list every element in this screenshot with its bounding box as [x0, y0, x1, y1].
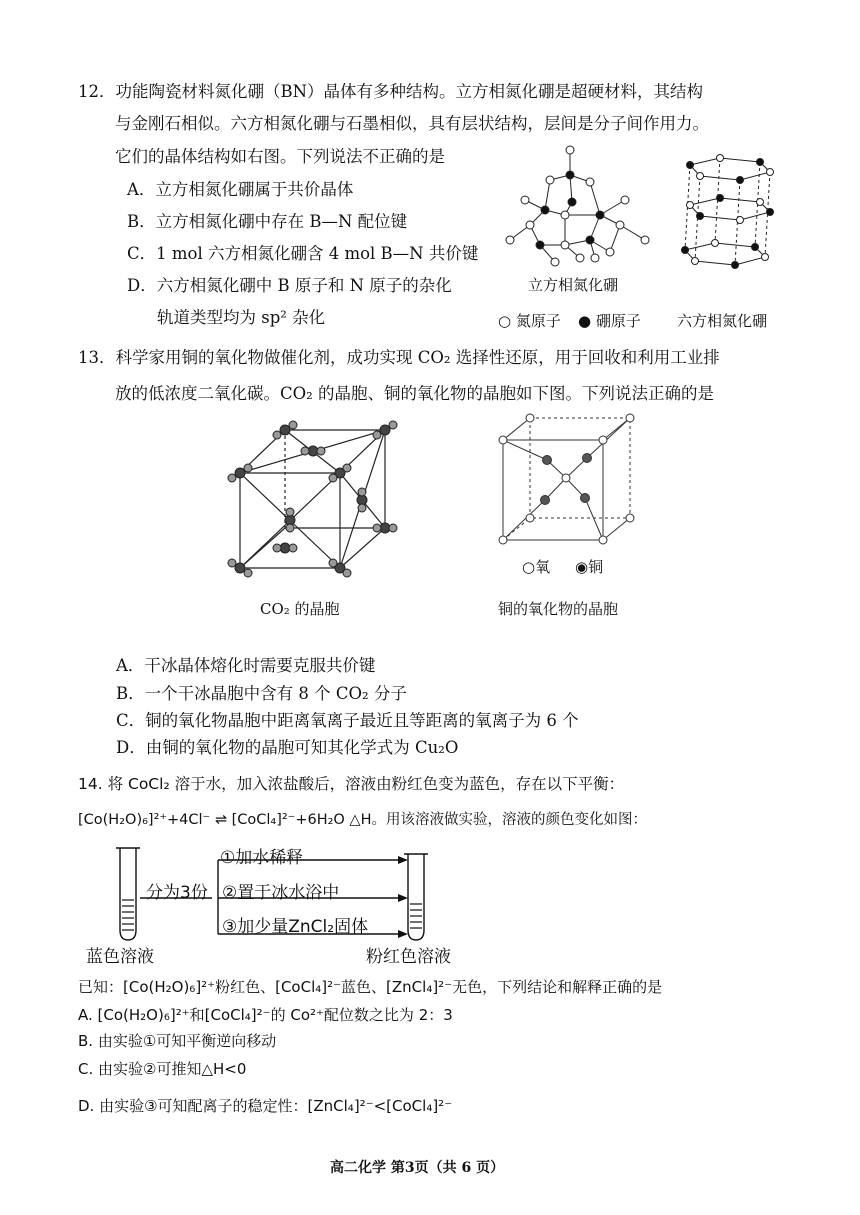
q12-option-d-line1: D．六方相氮化硼中 B 原子和 N 原子的杂化	[127, 276, 452, 295]
q14-option-a: A. [Co(H₂O)₆]²⁺和[CoCl₄]²⁻的 Co²⁺配位数之比为 2：3	[78, 1006, 453, 1024]
q13-option-d: D．由铜的氧化物的晶胞可知其化学式为 Cu₂O	[116, 738, 459, 757]
q13-option-b: B．一个干冰晶胞中含有 8 个 CO₂ 分子	[116, 684, 407, 703]
hexagonal-bn-structure-figure	[670, 150, 780, 280]
split-into-three: 分为3份	[146, 883, 208, 903]
q13-option-a: A．干冰晶体熔化时需要克服共价键	[116, 656, 376, 675]
legend-copper: ◉铜	[575, 558, 604, 576]
copper-oxide-cell-label: 铜的氧化物的晶胞	[498, 600, 619, 618]
q12-option-b: B．立方相氮化硼中存在 B—N 配位键	[127, 212, 408, 231]
q14-known: 已知：[Co(H₂O)₆]²⁺粉红色、[CoCl₄]²⁻蓝色、[ZnCl₄]²⁻无色，下列结论和解释正确的是	[78, 978, 663, 996]
q12-stem-line2: 与金刚石相似。六方相氮化硼与石墨相似，具有层状结构，层间是分子间作用力。	[115, 114, 709, 133]
q12-option-a: A．立方相氮化硼属于共价晶体	[127, 180, 354, 199]
copper-oxide-unit-cell-figure	[495, 410, 640, 550]
q13-stem-line2: 放的低浓度二氧化碳。CO₂ 的晶胞、铜的氧化物的晶胞如下图。下列说法正确的是	[115, 384, 715, 403]
blue-solution-label: 蓝色溶液	[86, 947, 154, 967]
legend-oxygen: ○氧	[522, 558, 551, 576]
q14-option-c: C. 由实验②可推知△H<0	[78, 1060, 247, 1078]
hexagonal-bn-label: 六方相氮化硼	[677, 312, 768, 330]
q14-equilibrium-equation: [Co(H₂O)₆]²⁺+4Cl⁻ ⇌ [CoCl₄]²⁻+6H₂O △H。用该溶液做实验，溶液的颜色变化如图：	[78, 812, 647, 828]
legend-boron: ● 硼原子	[578, 312, 641, 330]
step2-ice-bath: ②置于冰水浴中	[222, 883, 340, 903]
q12-stem-line1: 12．功能陶瓷材料氮化硼（BN）晶体有多种结构。立方相氮化硼是超硬材料，其结构	[78, 82, 704, 101]
q13-stem-line1: 13．科学家用铜的氧化物做催化剂，成功实现 CO₂ 选择性还原，用于回收和利用工业排	[78, 348, 720, 367]
q14-option-d: D. 由实验③可知配离子的稳定性：[ZnCl₄]²⁻<[CoCl₄]²⁻	[78, 1097, 453, 1115]
q14-stem-line1: 14. 将 CoCl₂ 溶于水，加入浓盐酸后，溶液由粉红色变为蓝色，存在以下平衡：	[78, 775, 625, 793]
step1-add-water: ①加水稀释	[220, 848, 304, 868]
cubic-bn-structure-figure	[500, 140, 670, 270]
page-footer: 高二化学 第3页（共 6 页）	[330, 1160, 505, 1176]
q12-option-d-line2: 轨道类型均为 sp² 杂化	[157, 308, 326, 327]
legend-nitrogen: ○ 氮原子	[498, 312, 561, 330]
q13-option-c: C．铜的氧化物晶胞中距离氧离子最近且等距离的氧离子为 6 个	[116, 711, 579, 730]
q12-option-c: C．1 mol 六方相氮化硼含 4 mol B—N 共价键	[127, 244, 479, 263]
cubic-bn-label: 立方相氮化硼	[528, 276, 619, 294]
step3-add-zncl2: ③加少量ZnCl₂固体	[222, 917, 369, 937]
co2-cell-label: CO₂ 的晶胞	[260, 600, 340, 618]
pink-solution-label: 粉红色溶液	[366, 947, 451, 967]
q12-stem-line3: 它们的晶体结构如右图。下列说法不正确的是	[115, 147, 445, 166]
q14-option-b: B. 由实验①可知平衡逆向移动	[78, 1032, 277, 1050]
co2-unit-cell-figure	[225, 418, 400, 578]
